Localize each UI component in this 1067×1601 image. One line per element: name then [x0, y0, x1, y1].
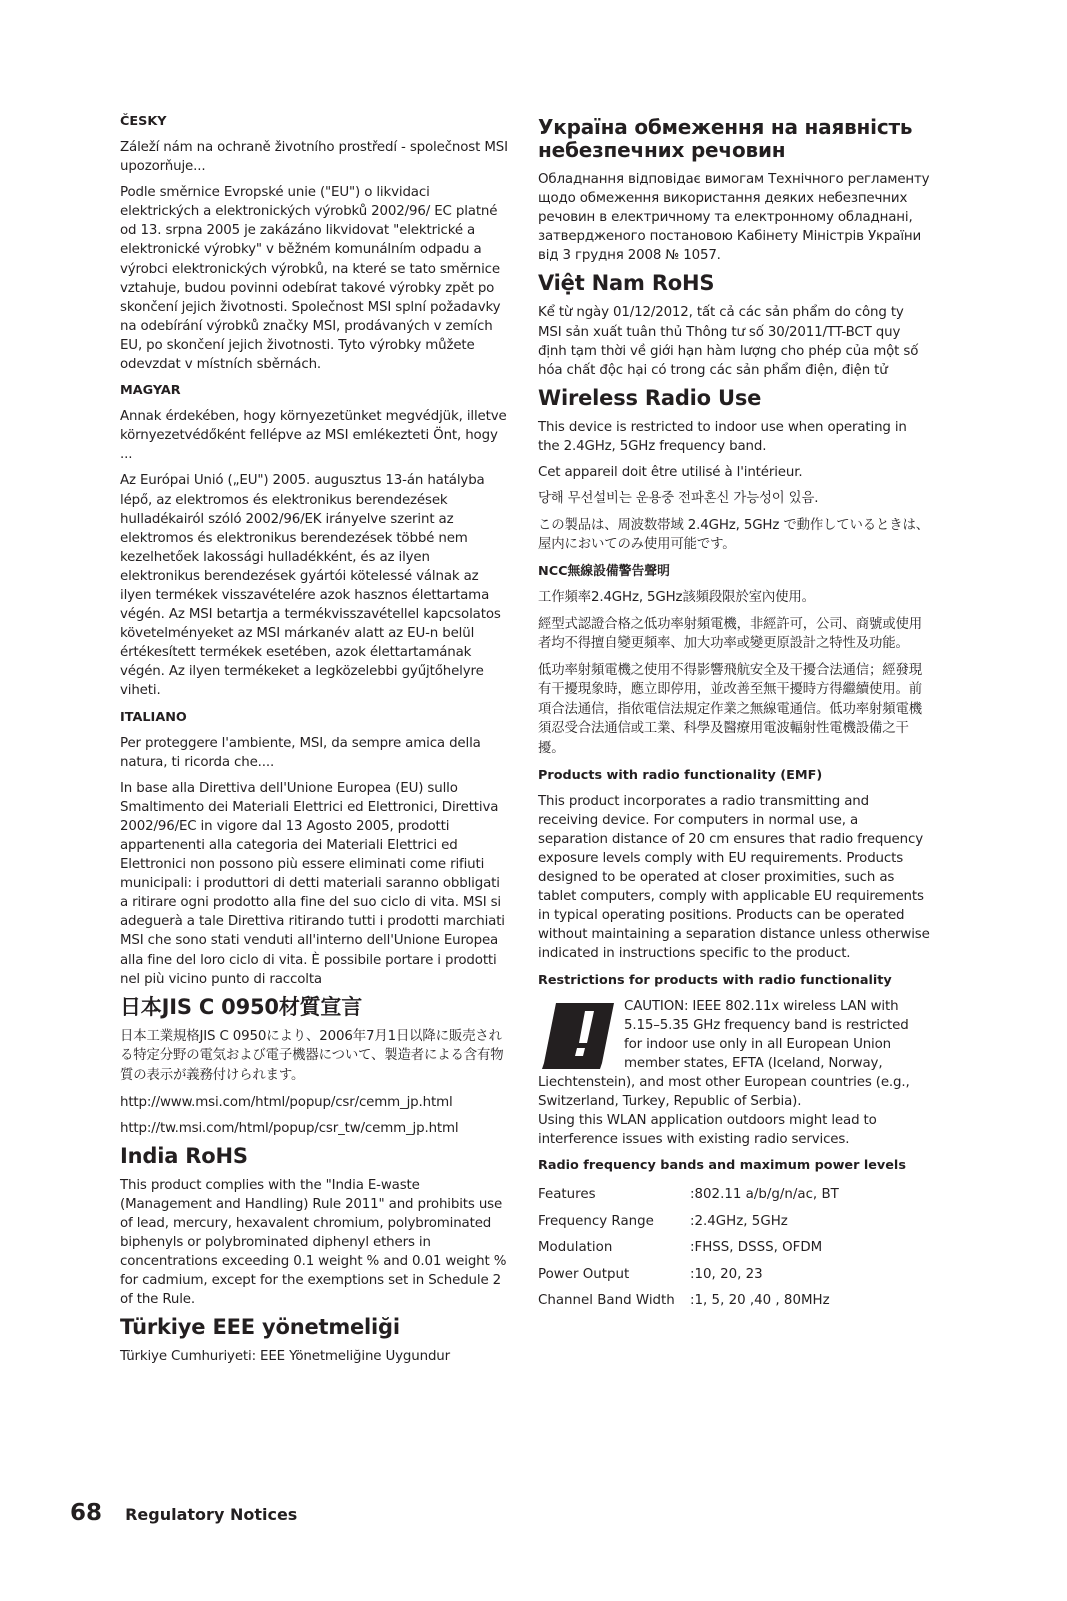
spec-value: :FHSS, DSSS, OFDM	[690, 1240, 823, 1256]
jis-body: 日本工業規格JIS C 0950により、2006年7月1日以降に販売される特定分野の電気および電子機器について、製造者による含有物質の表示が義務付けられます。	[120, 1028, 504, 1083]
jis-link-tw[interactable]: http://tw.msi.com/html/popup/csr_tw/cemm_jp.html	[120, 1120, 459, 1136]
vietnam-heading: Việt Nam RoHS	[538, 271, 715, 296]
cesky-body: Podle směrnice Evropské unie ("EU") o likvidaci elektrických a elektronických výrobků 2002/96/ EC platné od 13. srpna 2005 je zakázáno likvidovat "elektrické a elektronické výrobky" v běžném komunálním odpadu a výrobci elektronických výrobků, na které se tato směrnice vztahuje, budou povinni odebírat takové výrobky zpět po skončení jejich životnosti. Společnost MSI splní požadavky na odebírání výrobků značky MSI, prodávaných v zemích EU, po skončení jejich životnosti. Tyto výrobky můžete odevzdat v místních sběrnách.	[120, 185, 501, 373]
section-title: Regulatory Notices	[125, 1505, 298, 1524]
spec-key: Features	[538, 1187, 596, 1203]
italiano-intro: Per proteggere l'ambiente, MSI, da sempre amica della natura, ti ricorda che....	[120, 735, 481, 770]
turkiye-heading: Türkiye EEE yönetmeliği	[120, 1315, 400, 1340]
ncc-heading: NCC無線設備警告聲明	[538, 563, 670, 579]
wireless-en: This device is restricted to indoor use when operating in the 2.4GHz, 5GHz frequency band.	[538, 419, 907, 454]
bands-heading: Radio frequency bands and maximum power levels	[538, 1158, 906, 1174]
ncc-p1: 工作頻率2.4GHz, 5GHz該頻段限於室內使用。	[538, 589, 815, 605]
spec-key: Channel Band Width	[538, 1293, 675, 1309]
spec-value: :802.11 a/b/g/n/ac, BT	[690, 1187, 839, 1203]
india-rohs-heading: India RoHS	[120, 1143, 248, 1168]
ukraine-body: Обладнання відповідає вимогам Технічного регламенту щодо обмеження використання деяких небезпечних речовин в електричному та електронному обладнані, затвердженого постановою Кабінету Міністрів України від 3 грудня 2008 № 1057.	[538, 172, 930, 264]
magyar-body: Az Európai Unió („EU") 2005. augusztus 13-án hatályba lépő, az elektromos és elektronikus berendezések hulladékairól szóló 2002/96/EK irányelve szerint az elektromos és elektronikus berendezések többé nem kezelhetőek lakossági hulladékként, és az ilyen elektronikus berendezések gyártói kötelessé válnak az ilyen termékek visszavételére azok hasznos élettartama végén. Az MSI betartja a termékvisszavétellel kapcsolatos követelményeket az MSI márkanév alatt az EU-n belül értékesített termékek esetében, azok élettartamának végén. Az ilyen termékeket a legközelebbi gyűjtőhelyre viheti.	[120, 473, 501, 699]
table-row	[538, 1235, 930, 1262]
right-column	[538, 112, 930, 1315]
spec-key: Power Output	[538, 1266, 630, 1282]
cesky-heading: ČESKY	[120, 114, 167, 129]
table-row	[538, 1182, 930, 1209]
ncc-p3: 低功率射頻電機之使用不得影響飛航安全及干擾合法通信；經發現有干擾現象時，應立即停用，並改善至無干擾時方得繼續使用。前項合法通信，指依電信法規定作業之無線電通信。低功率射頻電機須忍受合法通信或工業、科學及醫療用電波輻射性電機設備之干擾。	[538, 662, 922, 757]
spec-value: :1, 5, 20 ,40 , 80MHz	[690, 1293, 830, 1309]
jis-heading: 日本JIS C 0950材質宣言	[120, 994, 363, 1019]
table-row	[538, 1288, 930, 1315]
emf-heading: Products with radio functionality (EMF)	[538, 767, 823, 783]
table-row	[538, 1262, 930, 1289]
ukraine-heading: Україна обмеження на наявність небезпечних речовин	[538, 115, 913, 162]
caution-text: CAUTION: IEEE 802.11x wireless LAN with 5.15–5.35 GHz frequency band is restricted for indoor use only in all European Union member states, EFTA (Iceland, Norway, Liechtenstein), and most other European countries (e.g., Switzerland, Turkey, Republic of Serbia).	[538, 998, 910, 1109]
italiano-body: In base alla Direttiva dell'Unione Europea (EU) sullo Smaltimento dei Materiali Elettrici ed Elettronici, Direttiva 2002/96/EC in vigore dal 13 Agosto 2005, prodotti appartenenti alla categoria dei Materiali Elettrici ed Elettronici non possono più essere eliminati come rifiuti municipali: i produttori di detti materiali saranno obbligati a ritirare ogni prodotto alla fine del suo ciclo di vita. MSI si adeguerà a tale Direttiva ritirando tutti i prodotti marchiati MSI che sono stati venduti all'interno dell'Unione Europea alla fine del loro ciclo di vita. È possibile portare i prodotti nel più vicino punto di raccolta	[120, 780, 505, 987]
table-row	[538, 1209, 930, 1236]
page-number: 68	[70, 1500, 103, 1526]
italiano-heading: ITALIANO	[120, 709, 187, 725]
emf-body: This product incorporates a radio transmitting and receiving device. For computers in normal use, a separation distance of 20 cm ensures that radio frequency exposure levels comply with EU requirements. Products designed to be operated at closer proximities, such as tablet computers, comply with applicable EU requirements in typical operating positions. Products can be operated without maintaining a separation distance unless otherwise indicated in instructions specific to the product.	[538, 793, 930, 962]
cesky-intro: Záleží nám na ochraně životního prostředí - společnost MSI upozorňuje...	[120, 140, 508, 175]
wireless-kr: 당해 무선설비는 운용중 전파혼신 가능성이 있음.	[538, 491, 819, 507]
spec-key: Modulation	[538, 1240, 613, 1256]
restrictions-heading: Restrictions for products with radio functionality	[538, 972, 892, 988]
magyar-intro: Annak érdekében, hogy környezetünket megvédjük, illetve környezetvédőként fellépve az MSI emlékezteti Önt, hogy ...	[120, 409, 507, 463]
jis-link-jp[interactable]: http://www.msi.com/html/popup/csr/cemm_jp.html	[120, 1094, 453, 1110]
spec-value: :10, 20, 23	[690, 1266, 763, 1282]
magyar-heading: MAGYAR	[120, 383, 181, 399]
india-rohs-body: This product complies with the "India E-waste (Management and Handling) Rule 2011" and prohibits use of lead, mercury, hexavalent chromium, polybrominated biphenyls or polybrominated diphenyl ethers in concentrations exceeding 0.1 weight % and 0.01 weight % for cadmium, except for the exemptions set in Schedule 2 of the Rule.	[120, 1177, 507, 1308]
wireless-heading: Wireless Radio Use	[538, 385, 762, 410]
turkiye-body: Türkiye Cumhuriyeti: EEE Yönetmeliğine Uygundur	[120, 1349, 450, 1365]
bands-table	[538, 1182, 930, 1315]
ncc-p2: 經型式認證合格之低功率射頻電機，非經許可，公司、商號或使用者均不得擅自變更頻率、加大功率或變更原設計之特性及功能。	[538, 616, 922, 652]
spec-key: Frequency Range	[538, 1213, 654, 1229]
wireless-jp: この製品は、周波数帯域 2.4GHz, 5GHz で動作しているときは、屋内においてのみ使用可能です。	[538, 517, 929, 553]
caution-block	[538, 997, 930, 1150]
wireless-fr: Cet appareil doit être utilisé à l'intérieur.	[538, 465, 803, 481]
page-footer	[70, 1500, 297, 1526]
warning-exclamation-icon	[538, 999, 618, 1071]
left-column	[120, 112, 510, 1373]
outdoor-text: Using this WLAN application outdoors might lead to interference issues with existing radio services.	[538, 1113, 877, 1148]
spec-value: :2.4GHz, 5GHz	[690, 1213, 788, 1229]
vietnam-body: Kể từ ngày 01/12/2012, tất cả các sản phẩm do công ty MSI sản xuất tuân thủ Thông tư số 30/2011/TT-BCT quy định tạm thời về giới hạn hàm lượng cho phép của một số hóa chất độc hại có trong các sản phẩm điện, điện tử	[538, 305, 919, 378]
